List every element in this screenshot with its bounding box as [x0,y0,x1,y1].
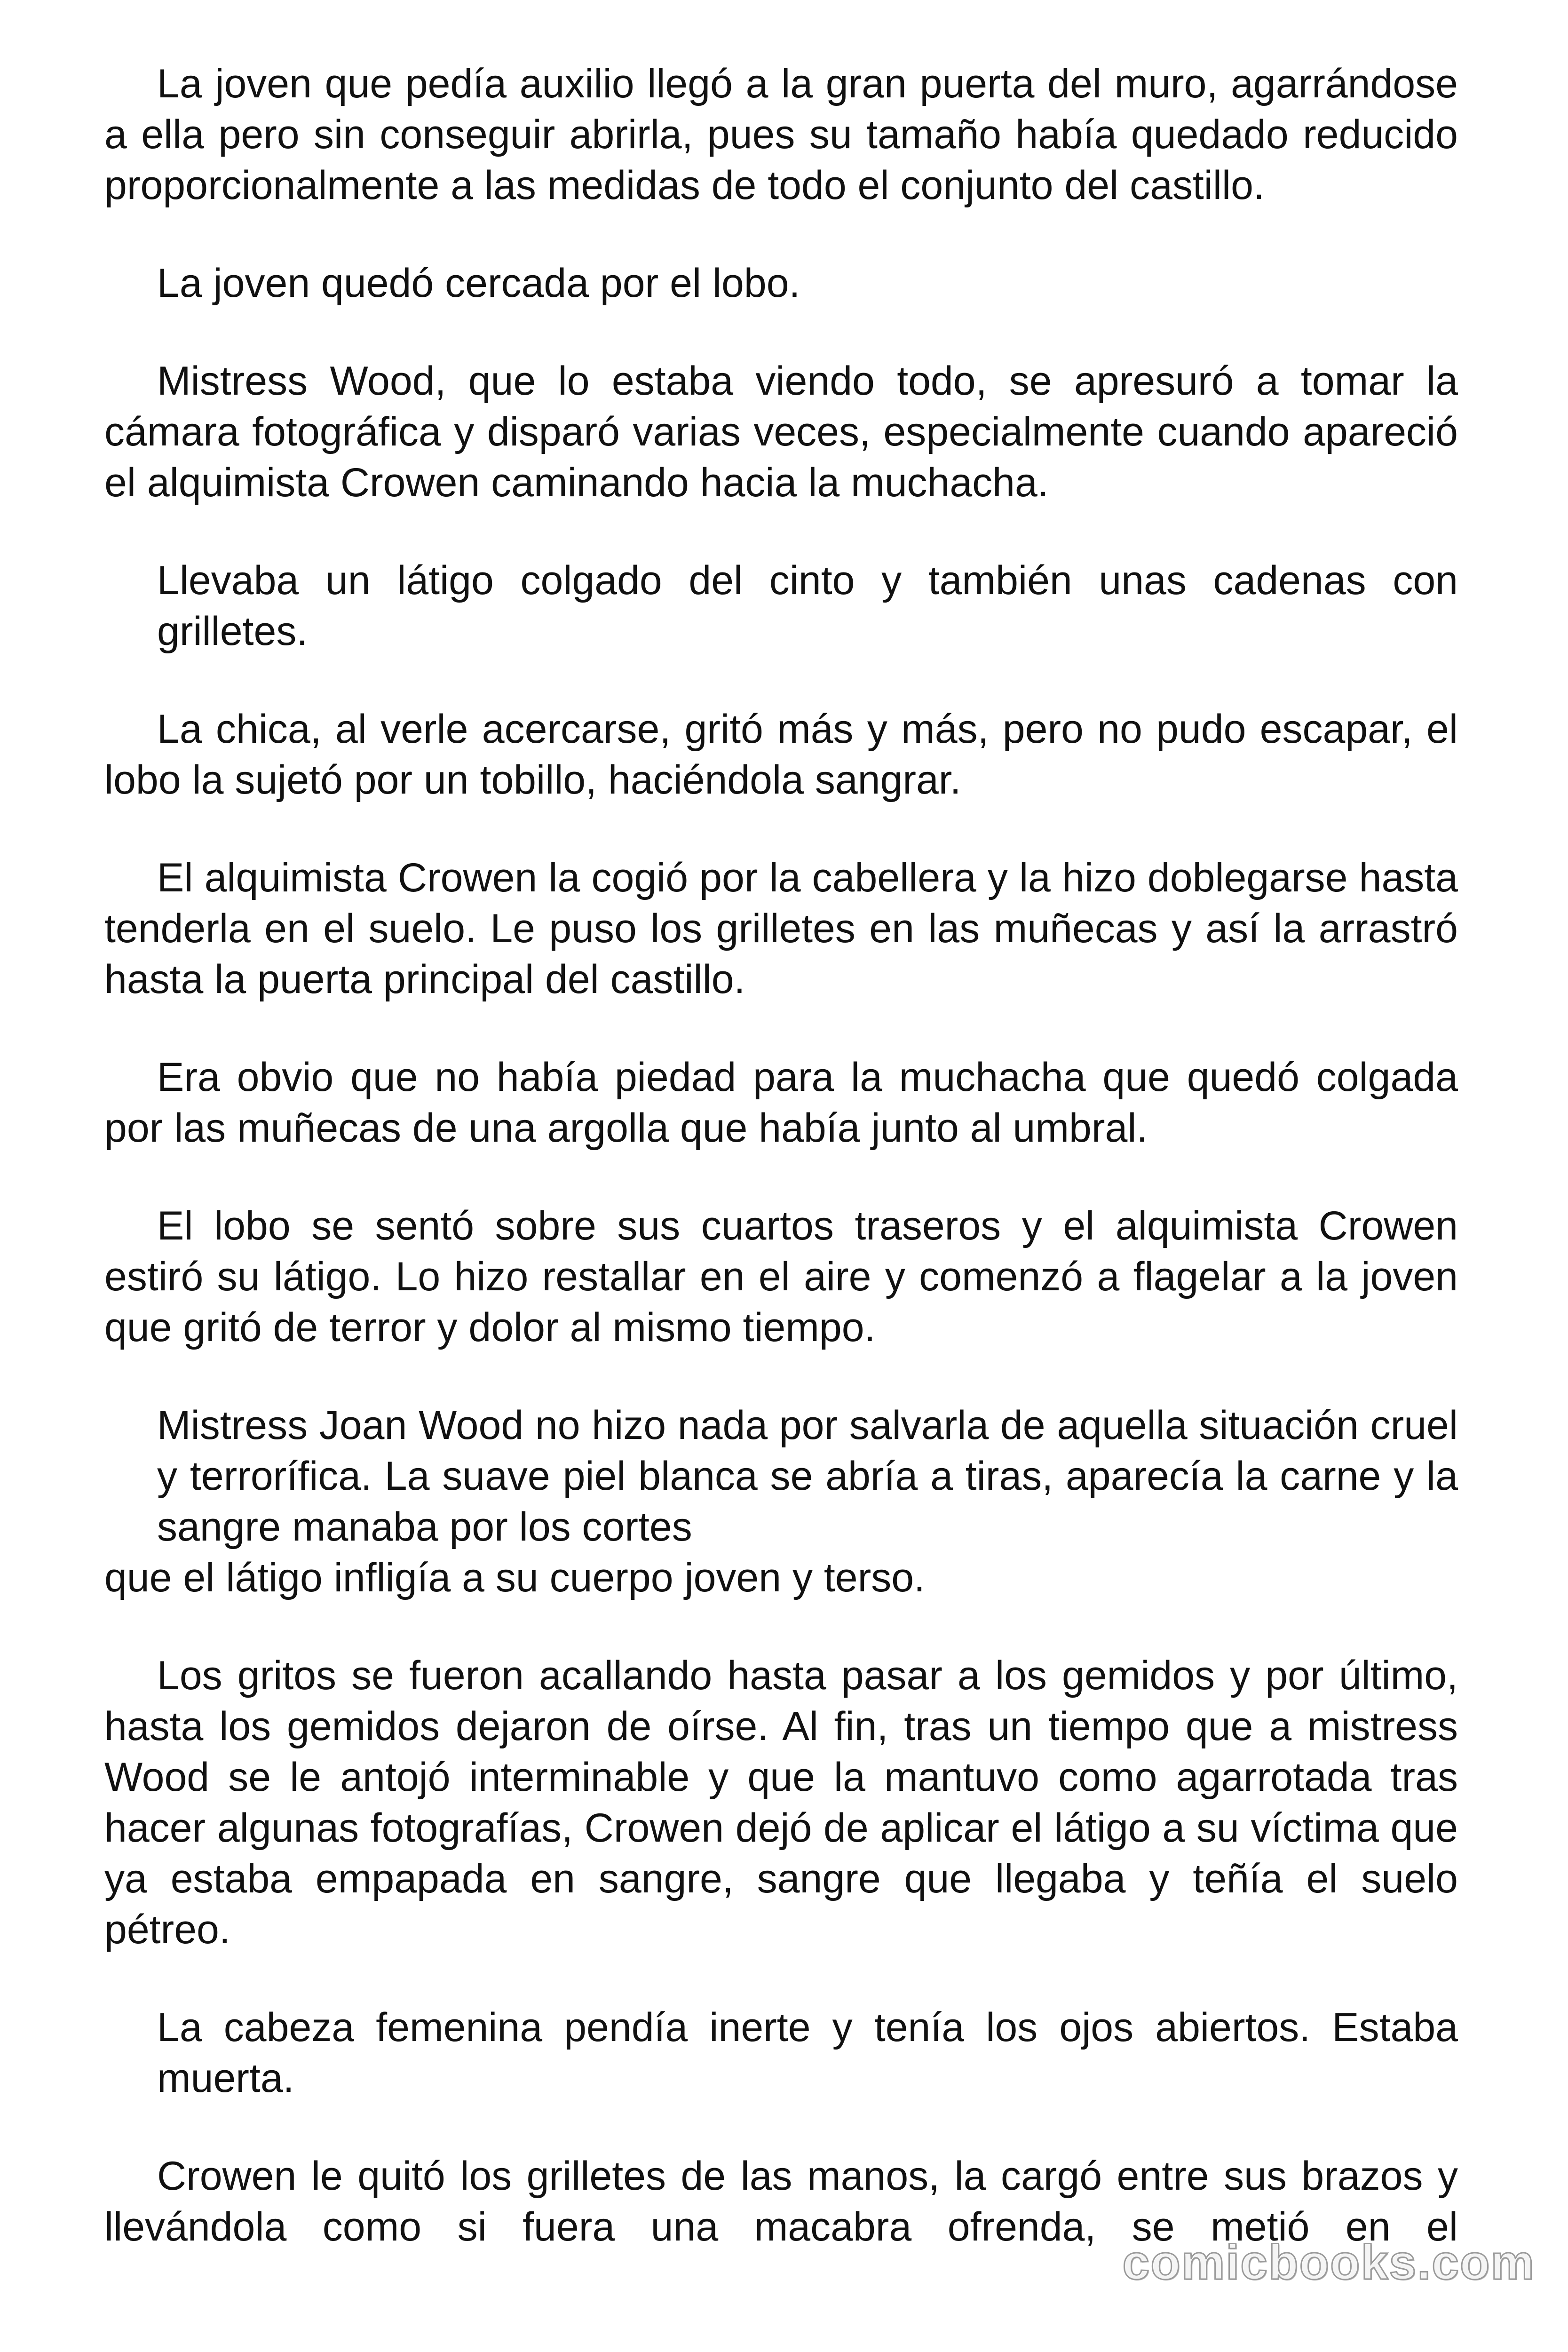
paragraph-9-continuation: que el látigo infligía a su cuerpo joven y terso. [104,1555,925,1600]
paragraph-4: Llevaba un látigo colgado del cinto y también unas cadenas con grilletes. [157,558,1458,654]
paragraph-12: Crowen le quitó los grilletes de las manos, la cargó entre sus brazos y llevándola como si fuera una macabra ofrenda, se metió en el [104,2153,1458,2249]
paragraph-5: La chica, al verle acercarse, gritó más y más, pero no pudo escapar, el lobo la sujetó por un tobillo, haciéndola sangrar. [104,707,1458,803]
paragraph-7: Era obvio que no había piedad para la muchacha que quedó colgada por las muñecas de una argolla que había junto al umbral. [104,1055,1458,1151]
paragraph-8: El lobo se sentó sobre sus cuartos traseros y el alquimista Crowen estiró su látigo. Lo hizo restallar en el aire y comenzó a flagelar a la joven que gritó de terror y dolor al mismo tiempo. [104,1203,1458,1350]
paragraph-9: Mistress Joan Wood no hizo nada por salvarla de aquella situación cruel y terrorífica. La suave piel blanca se abría a tiras, aparecía la carne y la sangre manaba por los cortes [157,1403,1458,1549]
paragraph-1: La joven que pedía auxilio llegó a la gran puerta del muro, agarrándose a ella pero sin conseguir abrirla, pues su tamaño había quedado reducido proporcionalmente a las medidas de todo el conjunto del castillo. [104,61,1458,208]
paragraph-2: La joven quedó cercada por el lobo. [157,261,800,306]
page-body [104,58,1458,2299]
paragraph-11: La cabeza femenina pendía inerte y tenía los ojos abiertos. Estaba muerta. [157,2005,1458,2101]
paragraph-6: El alquimista Crowen la cogió por la cabellera y la hizo doblegarse hasta tenderla en el suelo. Le puso los grilletes en las muñecas y así la arrastró hasta la puerta principal del castillo. [104,855,1458,1002]
paragraph-3: Mistress Wood, que lo estaba viendo todo, se apresuró a tomar la cámara fotográfica y disparó varias veces, especialmente cuando apareció el alquimista Crowen caminando hacia la muchacha. [104,358,1458,505]
paragraph-10: Los gritos se fueron acallando hasta pasar a los gemidos y por último, hasta los gemidos dejaron de oírse. Al fin, tras un tiempo que a mistress Wood se le antojó interminable y que la mantuvo como agarrotada tras hacer algunas fotografías, Crowen dejó de aplicar el látigo a su víctima que ya estaba empapada en sangre, sangre que llegaba y teñía el suelo pétreo. [104,1653,1458,1952]
watermark-logo: comicbooks.com [1122,2235,1535,2290]
